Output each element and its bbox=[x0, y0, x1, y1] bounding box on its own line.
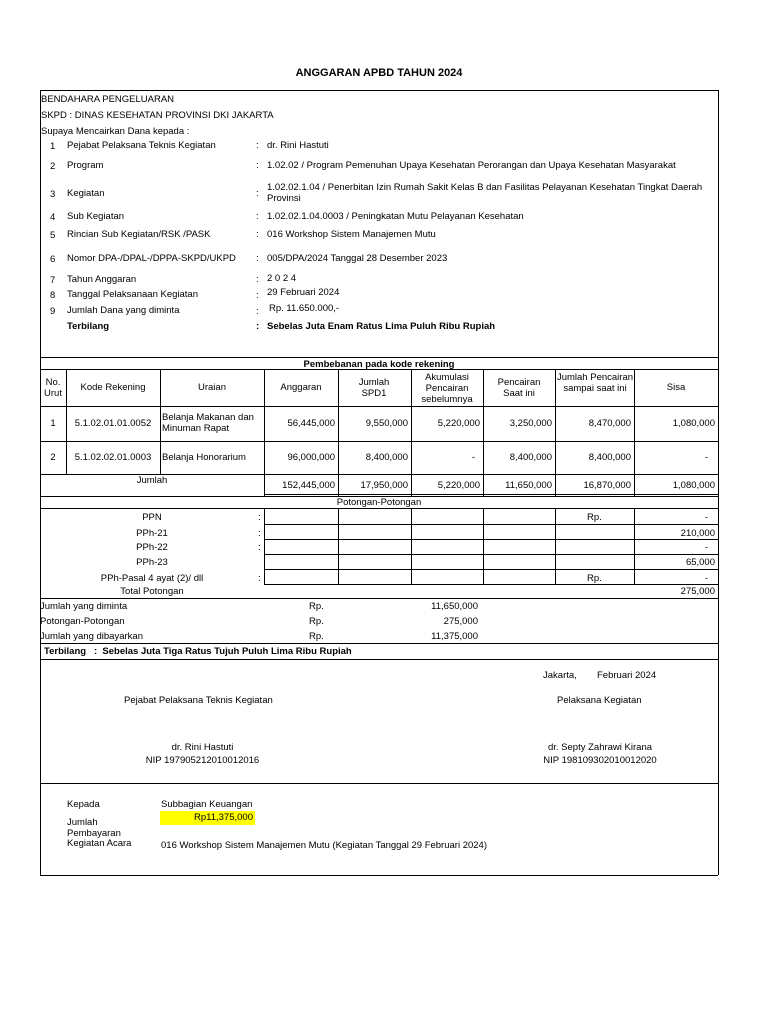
grid-line bbox=[338, 508, 339, 584]
header-uraian: Uraian bbox=[198, 382, 226, 393]
grid-line bbox=[40, 598, 718, 599]
potongan-rp: Rp. bbox=[587, 512, 602, 523]
info-label: Pejabat Pelaksana Teknis Kegiatan bbox=[67, 140, 216, 151]
cell-spd: 9,550,000 bbox=[365, 418, 408, 429]
potongan-value: 65,000 bbox=[685, 557, 715, 568]
potongan-rp: Rp. bbox=[587, 573, 602, 584]
cell-no: 2 bbox=[50, 452, 56, 463]
info-colon: : bbox=[256, 321, 260, 332]
grid-line bbox=[40, 441, 718, 442]
info-value: 1.02.02.1.04 / Penerbitan Izin Rumah Sakit Kelas B dan Fasilitas Pelayanan Kesehatan Tingkat Daerah Provinsi bbox=[267, 182, 703, 204]
terbilang-total: Terbilang : Sebelas Juta Tiga Ratus Tujuh Puluh Lima Ribu Rupiah bbox=[44, 646, 352, 657]
info-value: 1.02.02 / Program Pemenuhan Upaya Kesehatan Perorangan dan Upaya Kesehatan Masyarakat bbox=[267, 160, 676, 171]
summary-value: 11,375,000 bbox=[431, 631, 478, 642]
grid-line bbox=[264, 508, 265, 584]
kepada-value: Subbagian Keuangan bbox=[161, 799, 253, 810]
info-no: 1 bbox=[50, 141, 56, 152]
grid-line bbox=[264, 569, 718, 570]
potongan-label: PPh-21 bbox=[136, 528, 168, 539]
potongan-colon: : bbox=[258, 573, 261, 584]
info-colon: : bbox=[256, 188, 259, 199]
info-no: 7 bbox=[50, 275, 56, 286]
summary-label: Jumlah yang diminta bbox=[40, 601, 128, 612]
right-signer-nip: NIP 198109302010012020 bbox=[543, 755, 657, 766]
signature-city: Jakarta, bbox=[543, 670, 577, 681]
potongan-label: PPN bbox=[142, 512, 162, 523]
info-colon: : bbox=[256, 290, 259, 301]
cell-kode: 5.1.02.02.01.0003 bbox=[74, 452, 152, 463]
grid-line bbox=[40, 659, 718, 660]
potongan-colon: : bbox=[258, 512, 261, 523]
cell-sisa: 1,080,000 bbox=[672, 418, 715, 429]
info-no: 8 bbox=[50, 290, 56, 301]
total-akumulasi: 5,220,000 bbox=[437, 480, 480, 491]
grid-line bbox=[40, 508, 718, 509]
summary-label: Jumlah yang dibayarkan bbox=[40, 631, 143, 642]
kepada-label: Kepada bbox=[67, 799, 100, 810]
frame-right-line bbox=[718, 90, 719, 875]
jumlah-value-highlight: Rp11,375,000 bbox=[160, 811, 255, 825]
signature-date: Februari 2024 bbox=[597, 670, 657, 681]
pembayaran-label: Pembayaran Kegiatan Acara bbox=[67, 828, 132, 849]
potongan-label: PPh-22 bbox=[136, 542, 168, 553]
potongan-value: - bbox=[704, 542, 708, 553]
grid-line bbox=[264, 554, 718, 555]
potongan-label: PPh-23 bbox=[136, 557, 168, 568]
info-colon: : bbox=[256, 306, 259, 317]
cell-kode: 5.1.02.01.01.0052 bbox=[74, 418, 152, 429]
info-label: Terbilang bbox=[67, 321, 110, 332]
grid-line bbox=[264, 539, 718, 540]
grid-line bbox=[264, 524, 718, 525]
header-pencairan: Pencairan Saat ini bbox=[497, 377, 541, 399]
skpd-label: SKPD : DINAS KESEHATAN PROVINSI DKI JAKARTA bbox=[41, 110, 274, 121]
info-label: Sub Kegiatan bbox=[67, 211, 125, 222]
frame-bottom-line bbox=[40, 875, 718, 876]
total-pencairan: 11,650,000 bbox=[505, 480, 552, 491]
cell-anggaran: 96,000,000 bbox=[287, 452, 335, 463]
info-no: 5 bbox=[50, 230, 56, 241]
cell-pencairan: 8,400,000 bbox=[509, 452, 552, 463]
page-title: ANGGARAN APBD TAHUN 2024 bbox=[295, 67, 463, 79]
cell-akumulasi: 5,220,000 bbox=[437, 418, 480, 429]
right-signer-name: dr. Septy Zahrawi Kirana bbox=[547, 742, 653, 753]
header-akumulasi: Akumulasi Pencairan sebelumnya bbox=[421, 372, 473, 405]
total-jumlah-pencairan: 16,870,000 bbox=[583, 480, 631, 491]
potongan-label: PPh-Pasal 4 ayat (2)/ dll bbox=[100, 573, 204, 584]
info-no: 2 bbox=[50, 161, 56, 172]
info-colon: : bbox=[256, 140, 259, 151]
info-value: Sebelas Juta Enam Ratus Lima Puluh Ribu Rupiah bbox=[267, 321, 496, 332]
info-value: Rp. 11.650.000,- bbox=[269, 303, 340, 314]
summary-value: 275,000 bbox=[443, 616, 478, 627]
header-kode: Kode Rekening bbox=[80, 382, 146, 393]
potongan-caption: Potongan-Potongan bbox=[336, 497, 422, 508]
potongan-value: - bbox=[704, 573, 708, 584]
grid-line bbox=[264, 584, 718, 585]
info-no: 3 bbox=[50, 189, 56, 200]
potongan-value: 210,000 bbox=[680, 528, 715, 539]
summary-label: Potongan-Potongan bbox=[40, 616, 125, 627]
summary-rp: Rp. bbox=[309, 601, 324, 612]
info-no: 6 bbox=[50, 254, 56, 265]
right-signer-title: Pelaksana Kegiatan bbox=[557, 695, 642, 706]
grid-line bbox=[411, 508, 412, 584]
left-signer-nip: NIP 197905212010012016 bbox=[145, 755, 260, 766]
info-label: Program bbox=[67, 160, 104, 171]
info-value: 29 Februari 2024 bbox=[267, 287, 340, 298]
cell-no: 1 bbox=[50, 418, 56, 429]
grid-line bbox=[483, 369, 484, 496]
total-anggaran: 152,445,000 bbox=[282, 480, 335, 491]
info-label: Jumlah Dana yang diminta bbox=[67, 305, 180, 316]
pembayaran-value: 016 Workshop Sistem Manajemen Mutu (Kegiatan Tanggal 29 Februari 2024) bbox=[161, 840, 488, 851]
cell-uraian: Belanja Makanan dan Minuman Rapat bbox=[162, 412, 254, 434]
info-colon: : bbox=[256, 253, 259, 264]
cell-akumulasi: - bbox=[471, 452, 475, 463]
summary-value: 11,650,000 bbox=[431, 601, 478, 612]
info-label: Nomor DPA-/DPAL-/DPPA-SKPD/UKPD bbox=[67, 253, 236, 264]
info-label: Rincian Sub Kegiatan/RSK /PASK bbox=[67, 229, 211, 240]
cell-spd: 8,400,000 bbox=[365, 452, 408, 463]
summary-rp: Rp. bbox=[309, 616, 324, 627]
info-no: 9 bbox=[50, 306, 56, 317]
potongan-value: - bbox=[704, 512, 708, 523]
info-colon: : bbox=[256, 274, 259, 285]
cell-pencairan: 3,250,000 bbox=[509, 418, 552, 429]
info-no: 4 bbox=[50, 212, 56, 223]
header-no: No. Urut bbox=[44, 377, 62, 399]
header-sisa: Sisa bbox=[666, 382, 686, 393]
grid-line bbox=[483, 508, 484, 584]
grid-line bbox=[40, 783, 718, 784]
grid-line bbox=[40, 406, 718, 407]
header-spd: Jumlah SPD1 bbox=[358, 377, 390, 399]
cell-anggaran: 56,445,000 bbox=[287, 418, 335, 429]
info-value: 1.02.02.1.04.0003 / Peningkatan Mutu Pelayanan Kesehatan bbox=[267, 211, 524, 222]
grid-line bbox=[40, 643, 718, 644]
cell-jumlah-pencairan: 8,400,000 bbox=[588, 452, 631, 463]
info-label: Tanggal Pelaksanaan Kegiatan bbox=[67, 289, 198, 300]
header-anggaran: Anggaran bbox=[280, 382, 322, 393]
header-jumlah-pencairan: Jumlah Pencairan sampai saat ini bbox=[556, 372, 634, 394]
jumlah-label: Jumlah bbox=[67, 817, 98, 828]
table-caption: Pembebanan pada kode rekening bbox=[303, 359, 455, 370]
grid-line bbox=[40, 357, 718, 358]
info-value: 005/DPA/2024 Tanggal 28 Desember 2023 bbox=[267, 253, 448, 264]
total-sisa: 1,080,000 bbox=[672, 480, 715, 491]
grid-line bbox=[264, 494, 718, 495]
grid-line bbox=[338, 369, 339, 496]
info-value: 2 0 2 4 bbox=[267, 273, 297, 284]
potongan-colon: : bbox=[258, 528, 261, 539]
info-label: Kegiatan bbox=[67, 188, 105, 199]
grid-line bbox=[555, 508, 556, 584]
info-value: dr. Rini Hastuti bbox=[267, 140, 329, 151]
total-label: Jumlah bbox=[136, 475, 168, 486]
info-colon: : bbox=[256, 229, 259, 240]
potongan-colon: : bbox=[258, 542, 261, 553]
bendahara-label: BENDAHARA PENGELUARAN bbox=[41, 94, 175, 105]
info-colon: : bbox=[256, 211, 259, 222]
cell-uraian: Belanja Honorarium bbox=[162, 452, 246, 463]
cell-sisa: - bbox=[704, 452, 708, 463]
total-spd: 17,950,000 bbox=[360, 480, 408, 491]
supaya-label: Supaya Mencairkan Dana kepada : bbox=[41, 126, 190, 137]
total-potongan-label: Total Potongan bbox=[120, 586, 184, 597]
info-colon: : bbox=[256, 160, 259, 171]
left-signer-title: Pejabat Pelaksana Teknis Kegiatan bbox=[124, 695, 273, 706]
cell-jumlah-pencairan: 8,470,000 bbox=[588, 418, 631, 429]
left-signer-name: dr. Rini Hastuti bbox=[171, 742, 234, 753]
info-value: 016 Workshop Sistem Manajemen Mutu bbox=[267, 229, 436, 240]
info-label: Tahun Anggaran bbox=[67, 274, 137, 285]
summary-rp: Rp. bbox=[309, 631, 324, 642]
total-potongan-value: 275,000 bbox=[680, 586, 715, 597]
frame-top-line bbox=[40, 90, 718, 91]
